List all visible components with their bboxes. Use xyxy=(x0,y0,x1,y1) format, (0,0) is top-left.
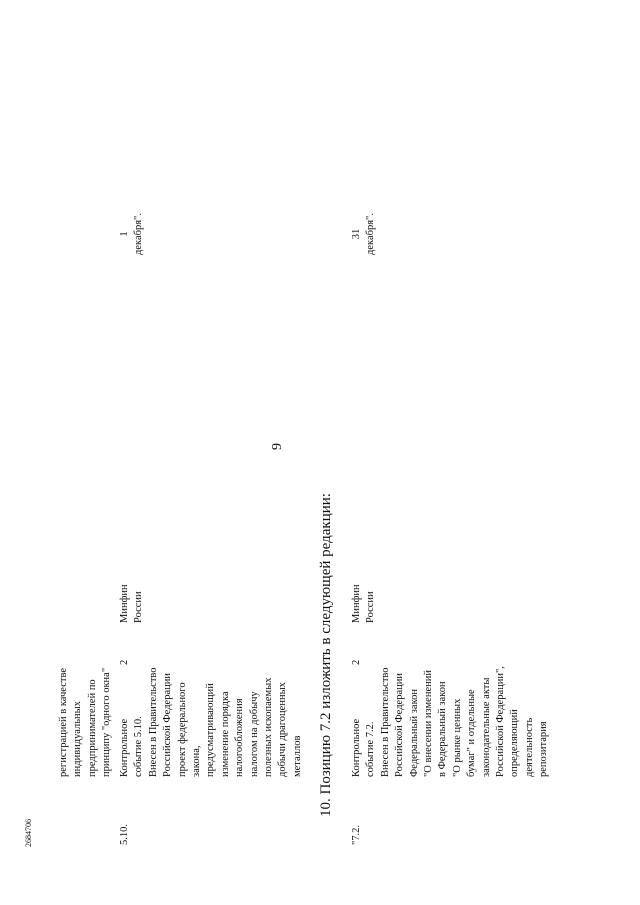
continuation-line: принципу "одного окна" xyxy=(101,667,113,777)
continuation-line: индивидуальных xyxy=(72,701,84,777)
description-line: определяющий xyxy=(509,709,521,777)
deadline-day: 1 xyxy=(119,231,130,237)
row-5-10-responsible xyxy=(118,584,147,623)
description-line: "О внесении изменений xyxy=(422,670,434,777)
description-line: Контрольное xyxy=(351,718,362,777)
description-line: Внесен в Правительство xyxy=(379,667,391,777)
document-id: 2684706 xyxy=(24,819,33,847)
row-5-10-deadline xyxy=(118,213,147,255)
row-7-2-deadline xyxy=(350,213,379,255)
description-line: Внесен в Правительство xyxy=(147,667,159,777)
deadline-month: декабря". xyxy=(133,213,145,255)
row-7-2-number: "7.2. xyxy=(351,824,362,845)
continuation-line: регистрацией в качестве xyxy=(58,667,69,777)
description-line: изменение порядка xyxy=(219,691,231,777)
continuation-text xyxy=(57,668,115,777)
description-line: предусматривающий xyxy=(205,683,217,777)
description-line: репозитария xyxy=(538,721,550,777)
description-line: событие 7.2. xyxy=(365,721,377,777)
continuation-line: предпринимателей по xyxy=(86,679,98,777)
row-7-2-description xyxy=(350,666,551,777)
description-line: Федеральный закон xyxy=(408,688,420,777)
description-line: законодательные акты xyxy=(480,677,492,777)
description-line: добычи драгоценных xyxy=(277,682,289,777)
row-5-10-type: 2 xyxy=(119,659,130,665)
description-line: бумаг" и отдельные xyxy=(466,689,478,777)
row-7-2-responsible xyxy=(350,584,379,623)
page-number: 9 xyxy=(270,443,285,450)
description-line: Российской Федерации xyxy=(394,673,406,777)
description-line: в Федеральный закон xyxy=(437,681,449,777)
description-line: Российской Федерации", xyxy=(494,666,506,777)
row-5-10-number: 5.10. xyxy=(119,824,130,845)
deadline-day: 31 xyxy=(351,228,362,240)
description-line: налогообложения xyxy=(234,698,246,777)
description-line: деятельность xyxy=(523,717,535,777)
description-line: закона, xyxy=(190,745,202,777)
description-line: Контрольное xyxy=(119,718,130,777)
row-7-2-type: 2 xyxy=(351,659,362,665)
description-line: событие 5.10. xyxy=(133,716,145,777)
deadline-month: декабря". xyxy=(365,213,377,255)
description-line: "О рынке ценных xyxy=(451,698,463,777)
row-5-10-description xyxy=(118,667,305,777)
description-line: проект федерального xyxy=(176,682,188,777)
section-heading: 10. Позицию 7.2 изложить в следующей редакции: xyxy=(318,493,334,817)
responsible-line: Минфин xyxy=(119,584,130,623)
description-line: металлов xyxy=(291,735,303,777)
description-line: налогом на добычу xyxy=(248,691,260,777)
responsible-line: Минфин xyxy=(351,584,362,623)
responsible-line: России xyxy=(133,591,145,623)
description-line: полезных ископаемых xyxy=(262,677,274,777)
responsible-line: России xyxy=(365,591,377,623)
description-line: Российской Федерации xyxy=(162,673,174,777)
